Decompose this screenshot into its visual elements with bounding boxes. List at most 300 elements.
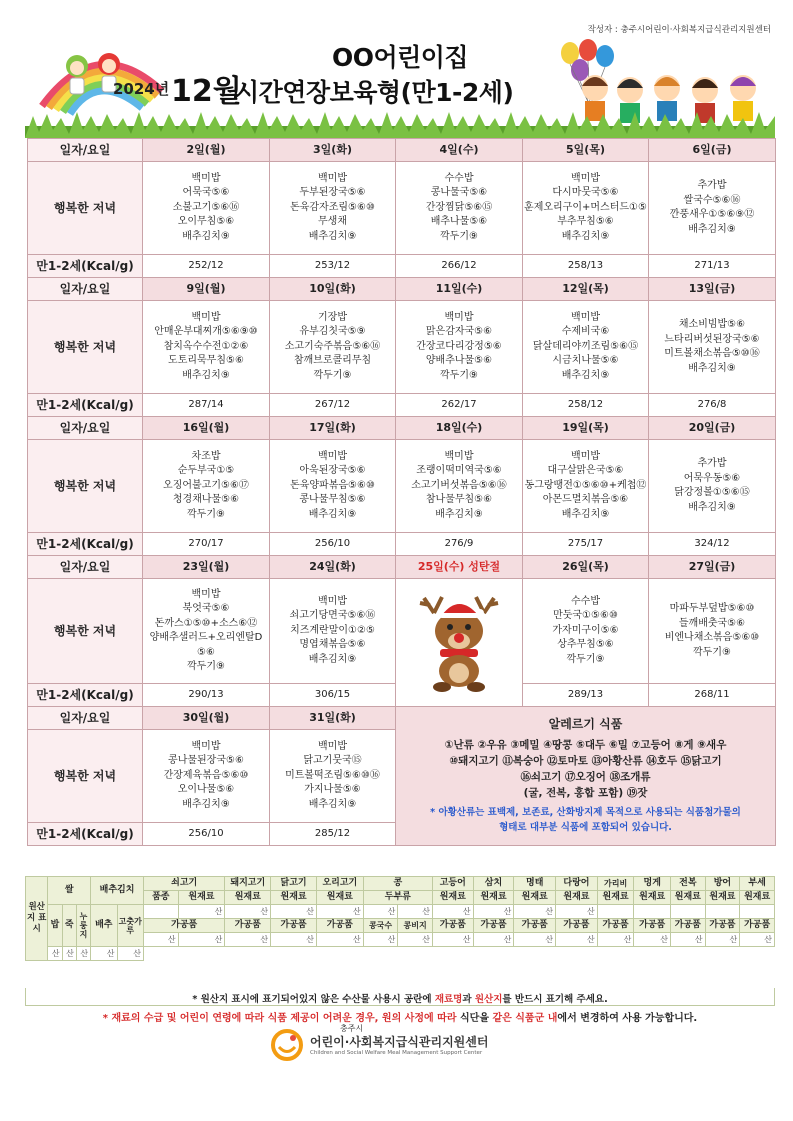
origin-suffix: 산 [225,905,271,919]
menu-item: 오징어불고기⑤⑥⑰ [163,479,249,491]
menu-change-notice [25,1009,775,1024]
menu-item: 배추나물⑤⑥ [430,216,488,228]
menu-row [28,440,776,533]
day-menu [523,579,649,684]
menu-item: 깍두기⑨ [440,230,478,242]
day-header: 18일(수) [396,417,523,440]
day-menu [143,730,270,823]
kcal-value: 266/12 [396,255,523,278]
origin-suffix: 산 [178,933,225,947]
menu-item: 배추김치⑨ [308,798,357,810]
menu-item: 콩나물무침⑤⑥ [299,494,366,506]
menu-item: 백미밥 [571,172,600,184]
allergy-note: * 아황산류는 표백제, 보존료, 산화방지제 목적으로 사용되는 식품첨가물의 [430,807,741,819]
menu-item: 추가밥 [697,180,727,191]
menu-item: 아욱된장국⑤⑥ [299,465,366,477]
origin-label: 원산지 표시 [26,877,48,961]
day-menu [270,162,396,255]
allergy-note: 형태로 대부분 식품에 포함되어 있습니다. [499,822,672,834]
origin-notice-highlight-2: 원산지 [474,994,503,1005]
date-row [28,139,776,162]
reindeer-icon [404,593,514,693]
menu-change-notice-text-1: 식단을 [456,1013,493,1024]
origin-header: 다랑어 [556,877,598,891]
origin-header: 가리비 [597,877,634,891]
menu-item: 깍두기⑨ [187,661,225,672]
origin-subheader: 원재료 [671,891,706,905]
origin-suffix: 산 [556,933,598,947]
menu-item: 쇠고기당면국⑤⑥⑯ [289,610,376,622]
day-header: 16일(월) [143,417,270,440]
menu-item: 닭고기뭇국⑮ [303,755,362,767]
day-header: 11일(수) [396,278,523,301]
origin-suffix: 산 [271,933,317,947]
title-subtitle: 시간연장보육형(만1-2세) [235,78,514,107]
day-menu [523,162,649,255]
allergy-line: ⑩돼지고기 ⑪복숭아 ⑫토마토 ⑬아황산류 ⑭호두 ⑮닭고기 [449,755,722,768]
kcal-value: 258/12 [523,394,649,417]
menu-item: 기장밥 [318,311,347,323]
day-menu [649,162,776,255]
menu-item: 오이무침⑤⑥ [177,216,235,228]
date-day-label: 일자/요일 [28,556,143,579]
menu-item: 시금치나물⑤⑥ [552,355,619,367]
origin-cell [705,905,740,919]
menu-item: 백미밥 [444,450,474,462]
menu-item: 간장찜닭⑤⑥⑮ [425,201,493,213]
kcal-value: 306/15 [270,684,396,707]
center-logo [270,1023,530,1063]
menu-item: 콩나물된장국⑤⑥ [168,755,244,767]
day-header: 3일(화) [270,139,396,162]
menu-item: 추가밥 [697,458,727,469]
date-day-label: 일자/요일 [28,417,143,440]
day-menu [143,440,270,533]
origin-suffix: 산 [597,933,634,947]
menu-item: 맑은감자국⑤⑥ [425,326,493,338]
allergy-line: ⑯쇠고기 ⑰오징어 ⑱조개류 [520,771,651,784]
menu-row [28,162,776,255]
menu-item: 배추김치⑨ [688,223,736,235]
day-header: 20일(금) [649,417,776,440]
origin-subheader: 원재료 [271,891,317,905]
origin-subheader: 가공품 [316,919,363,933]
menu-item: 배추김치⑨ [561,230,610,242]
menu-item: 백미밥 [191,311,221,323]
menu-item: 백미밥 [318,740,347,752]
menu-item: 콩나물국⑤⑥ [430,187,488,199]
menu-item: 부추무침⑤⑥ [557,216,614,228]
logo-city: 충주시 [340,1024,364,1033]
origin-subheader: 가공품 [514,919,556,933]
menu-item: 닭강정볼①⑤⑥⑮ [674,487,750,498]
origin-subheader: 고춧가루 [117,905,143,947]
menu-row [28,301,776,394]
menu-item: 깐풍새우①⑤⑥⑨⑫ [669,209,755,220]
origin-suffix: 산 [225,933,271,947]
origin-subheader: 가공품 [634,919,671,933]
origin-subheader: 두부류 [363,891,432,905]
menu-item: 상추무침⑤⑥ [557,639,614,651]
menu-item: 백미밥 [191,740,221,752]
menu-item: 참깨브로콜리무침 [293,355,372,367]
origin-suffix: 산 [178,905,225,919]
origin-subheader: 가공품 [473,919,514,933]
origin-header: 멍게 [634,877,671,891]
date-day-label: 일자/요일 [28,139,143,162]
origin-suffix: 산 [76,947,90,961]
menu-item: 채소비빔밥⑤⑥ [678,319,746,330]
day-header: 5일(목) [523,139,649,162]
kcal-value: 258/13 [523,255,649,278]
menu-item: 대구살맑은국⑤⑥ [547,465,624,477]
origin-suffix: 산 [316,905,363,919]
origin-header: 명태 [514,877,556,891]
kcal-value: 276/8 [649,394,776,417]
day-header: 2일(월) [143,139,270,162]
menu-item: 어묵우동⑤⑥ [683,472,741,484]
origin-subheader: 가공품 [705,919,740,933]
origin-notice-text-2: 과 [462,994,475,1005]
menu-item: 치즈계란말이①②⑤ [290,624,375,636]
menu-item: 배추김치⑨ [308,508,357,520]
menu-item: 깍두기⑨ [440,369,478,381]
origin-subheader: 콩비지 [398,919,433,933]
menu-item: 도토리묵무침⑤⑥ [168,355,244,367]
kcal-value: 270/17 [143,533,270,556]
origin-suffix: 산 [117,947,143,961]
menu-item: 깍두기⑨ [566,653,605,665]
menu-item: 비엔나채소볶음⑤⑥⑩ [664,632,760,643]
origin-cell [143,905,178,919]
day-header: 12일(목) [523,278,649,301]
allergy-line: ①난류 ②우유 ③메밀 ④땅콩 ⑤대두 ⑥밀 ⑦고등어 ⑧게 ⑨새우 [444,739,727,752]
origin-subheader: 원재료 [473,891,514,905]
title-month: 12월 [171,74,242,109]
menu-item: 백미밥 [571,311,600,323]
origin-subheader: 원재료 [178,891,225,905]
kcal-value: 256/10 [143,823,270,846]
day-header: 19일(목) [523,417,649,440]
kcal-row [28,255,776,278]
origin-suffix: 산 [514,905,556,919]
dinner-label: 행복한 저녁 [28,162,143,255]
day-header: 9일(월) [143,278,270,301]
origin-cell [671,905,706,919]
menu-item: ⑤⑥ [197,646,215,658]
origin-subheader: 품종 [143,891,178,905]
menu-item: 배추김치⑨ [182,369,230,381]
menu-item: 참치옥수수전①②⑥ [163,340,249,352]
kcal-value: 285/12 [270,823,396,846]
origin-suffix: 산 [514,933,556,947]
kcal-value: 256/10 [270,533,396,556]
menu-item: 무생채 [318,216,347,228]
origin-suffix: 산 [62,947,76,961]
menu-item: 배추김치⑨ [688,501,736,513]
day-header: 27일(금) [649,556,776,579]
menu-item: 백미밥 [318,450,347,462]
origin-subheader: 배추 [91,905,117,947]
date-day-label: 일자/요일 [28,707,143,730]
kcal-label: 만1-2세(Kcal/g) [28,255,143,278]
menu-item: 만둣국①⑤⑥⑩ [553,610,618,622]
menu-item: 간장코다리강정⑤⑥ [416,340,502,352]
kcal-value: 267/12 [270,394,396,417]
origin-header: 방어 [705,877,740,891]
day-menu [143,579,270,684]
date-row [28,556,776,579]
kcal-label: 만1-2세(Kcal/g) [28,684,143,707]
day-menu [270,440,396,533]
menu-item: 배추김치⑨ [688,362,736,374]
origin-cell [740,905,775,919]
menu-item: 소고기숙주볶음⑤⑥⑯ [284,340,381,352]
menu-item: 돈까스①⑤⑩+소스⑥⑫ [154,617,258,629]
menu-item: 배추김치⑨ [308,653,357,665]
origin-suffix: 산 [363,933,398,947]
origin-suffix: 산 [143,933,178,947]
origin-header: 콩 [363,877,432,891]
day-header: 30일(월) [143,707,270,730]
dinner-label: 행복한 저녁 [28,440,143,533]
kcal-value: 252/12 [143,255,270,278]
grass-border [25,112,775,138]
kcal-row [28,394,776,417]
origin-subheader: 가공품 [556,919,598,933]
menu-item: 가자미구이⑤⑥ [552,624,619,636]
origin-notice-text-3: 를 반드시 표기해 주세요. [502,994,608,1005]
menu-item: 아몬드멸치볶음⑤⑥ [542,494,629,506]
day-menu [523,440,649,533]
day-header: 10일(화) [270,278,396,301]
origin-table [25,876,775,961]
origin-suffix: 산 [705,933,740,947]
origin-header: 쌀 [48,877,91,905]
origin-header: 배추김치 [91,877,144,905]
origin-subheader: 가공품 [671,919,706,933]
menu-item: 닭살데리야끼조림⑤⑥⑮ [532,340,639,352]
origin-spacer [143,947,774,961]
origin-suffix: 산 [740,933,775,947]
title-year: 2024년 [113,80,170,98]
origin-subheader: 원재료 [597,891,634,905]
kcal-value: 289/13 [523,684,649,707]
origin-suffix: 산 [473,905,514,919]
menu-item: 백미밥 [191,588,221,600]
origin-suffix: 산 [432,933,473,947]
origin-header: 고등어 [432,877,473,891]
origin-header: 부세 [740,877,775,891]
origin-header: 오리고기 [316,877,363,891]
dinner-label: 행복한 저녁 [28,579,143,684]
holiday-reindeer-cell [396,579,523,707]
menu-item: 들깨배춧국⑤⑥ [678,617,746,629]
menu-item: 백미밥 [191,172,221,184]
author-credit: 작성자 : 충주시어린이·사회복지급식관리지원센터 [587,25,771,35]
origin-subheader: 가공품 [432,919,473,933]
menu-item: 배추김치⑨ [561,508,610,520]
origin-suffix: 산 [271,905,317,919]
menu-item: 배추김치⑨ [435,508,483,520]
menu-item: 조랭이떡미역국⑤⑥ [416,465,502,477]
allergy-line: (굴, 전복, 홍합 포함) ⑲잣 [523,787,648,800]
day-menu [649,440,776,533]
menu-item: 청경채나물⑤⑥ [172,494,240,506]
menu-item: 다시마뭇국⑤⑥ [552,187,619,199]
day-header: 31일(화) [270,707,396,730]
menu-table [27,138,776,846]
menu-item: 쌀국수⑤⑥⑯ [683,194,741,206]
day-menu [143,162,270,255]
origin-subheader: 콩국수 [363,919,398,933]
kcal-value: 275/17 [523,533,649,556]
origin-subheader: 원재료 [705,891,740,905]
menu-item: 깍두기⑨ [187,508,225,520]
origin-subheader: 가공품 [740,919,775,933]
kcal-value: 262/17 [396,394,523,417]
origin-header: 삼치 [473,877,514,891]
menu-item: 미트볼채소볶음⑤⑩⑯ [664,348,760,359]
menu-item: 소고기버섯볶음⑤⑥⑯ [411,479,507,491]
origin-suffix: 산 [316,933,363,947]
logo-english-name: Children and Social Welfare Meal Management Support Center [310,1050,483,1056]
origin-subheader: 밥 [48,905,62,947]
origin-subheader: 가공품 [225,919,271,933]
origin-cell [634,905,671,919]
origin-row [26,905,775,919]
menu-item: 소불고기⑤⑥⑯ [172,201,240,213]
dinner-label: 행복한 저녁 [28,730,143,823]
menu-item: 백미밥 [571,450,600,462]
origin-notice-highlight-1: 재료명 [434,994,463,1005]
menu-item: 안매운부대찌개⑤⑥⑨⑩ [154,326,258,338]
origin-suffix: 산 [398,933,433,947]
menu-row [28,579,776,684]
menu-item: 배추김치⑨ [182,798,230,810]
menu-item: 느타리버섯된장국⑤⑥ [664,333,760,345]
menu-item: 유부김칫국⑤⑨ [299,326,366,338]
menu-item: 마파두부덮밥⑤⑥⑩ [669,603,755,614]
origin-suffix: 산 [432,905,473,919]
kcal-value: 268/11 [649,684,776,707]
origin-suffix: 산 [473,933,514,947]
origin-row [26,877,775,891]
menu-item: 돈육감자조림⑤⑥⑩ [290,201,375,213]
day-header: 4일(수) [396,139,523,162]
menu-item: 배추김치⑨ [308,230,357,242]
date-day-label: 일자/요일 [28,278,143,301]
origin-subheader: 가공품 [597,919,634,933]
day-header: 25일(수) 성탄절 [396,556,523,579]
page-title: OO어린이집 [331,43,469,72]
day-menu [396,162,523,255]
day-menu [143,301,270,394]
menu-item: 배추김치⑨ [561,369,610,381]
origin-header: 전복 [671,877,706,891]
origin-header: 쇠고기 [143,877,224,891]
kcal-label: 만1-2세(Kcal/g) [28,394,143,417]
allergy-box [396,707,776,846]
menu-change-notice-highlight-1: 재료의 수급 및 어린이 연령에 따라 식품 제공이 어려운 경우, 원의 사정에 따라 [111,1013,457,1024]
origin-notice [25,988,775,1006]
day-menu [396,440,523,533]
menu-item: 백미밥 [318,595,347,607]
day-header: 17일(화) [270,417,396,440]
date-row [28,707,776,730]
menu-item: 참나물무침⑤⑥ [425,494,493,506]
kcal-value: 276/9 [396,533,523,556]
kcal-row [28,533,776,556]
origin-subheader: 원재료 [316,891,363,905]
day-header: 23일(월) [143,556,270,579]
menu-item: 수수밥 [444,172,474,184]
day-menu [270,730,396,823]
menu-item: 오이나물⑤⑥ [177,784,235,796]
origin-header: 닭고기 [271,877,317,891]
kcal-value: 253/12 [270,255,396,278]
day-header: 26일(목) [523,556,649,579]
origin-subheader: 가공품 [271,919,317,933]
allergy-title: 알레르기 식품 [548,716,623,731]
origin-suffix: 산 [91,947,117,961]
menu-item: 수제비국⑥ [561,326,610,338]
origin-subheader: 죽 [62,905,76,947]
origin-subheader: 원재료 [432,891,473,905]
origin-suffix: 산 [48,947,62,961]
day-header: 13일(금) [649,278,776,301]
origin-subheader: 원재료 [634,891,671,905]
menu-item: 간장제육볶음⑤⑥⑩ [163,769,249,781]
menu-item: 깍두기⑨ [693,646,731,658]
menu-item: 동그랑땡전①⑤⑥⑩+케첩⑫ [524,479,647,491]
origin-subheader: 원재료 [514,891,556,905]
menu-item: 훈제오리구이+머스터드①⑤ [524,201,647,213]
dinner-label: 행복한 저녁 [28,301,143,394]
menu-item: 순두부국①⑤ [177,465,235,477]
origin-subheader: 가공품 [143,919,224,933]
menu-change-notice-highlight-2: 같은 식품군 내 [492,1013,558,1024]
date-row [28,417,776,440]
menu-item: 가지나물⑤⑥ [304,784,361,796]
menu-item: 양배추나물⑤⑥ [425,355,493,367]
day-menu [396,301,523,394]
kcal-value: 287/14 [143,394,270,417]
kcal-value: 290/13 [143,684,270,707]
page-header [25,18,775,138]
origin-cell [597,905,634,919]
origin-subheader: 누룽지 [76,905,90,947]
kcal-label: 만1-2세(Kcal/g) [28,533,143,556]
menu-change-notice-text-2: 에서 변경하여 사용 가능합니다. [557,1013,698,1024]
day-menu [270,301,396,394]
origin-suffix: 산 [634,933,671,947]
smile-logo-icon [270,1028,304,1062]
origin-row [26,947,775,961]
menu-item: 명엽채볶음⑤⑥ [299,639,366,651]
menu-item: 수수밥 [571,595,600,607]
menu-item: 깍두기⑨ [313,369,352,381]
menu-item: 양배추샐러드+오리엔탈D [149,632,263,643]
day-menu [649,301,776,394]
menu-item: 돈육양파볶음⑤⑥⑩ [290,479,375,491]
day-menu [649,579,776,684]
origin-subheader: 원재료 [225,891,271,905]
date-row [28,278,776,301]
origin-suffix: 산 [363,905,398,919]
kcal-value: 271/13 [649,255,776,278]
origin-subheader: 원재료 [556,891,598,905]
